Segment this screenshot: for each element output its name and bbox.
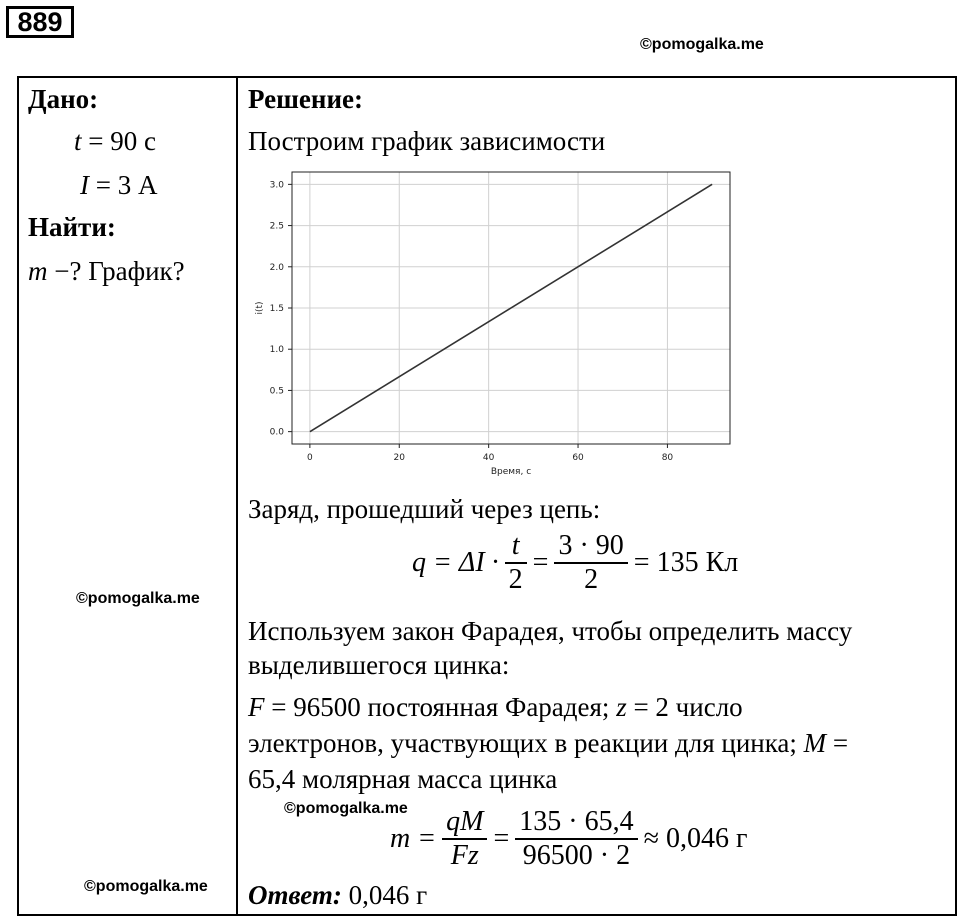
eq2-f2-num: 135 · 65,4	[515, 806, 637, 840]
charge-equation	[410, 530, 740, 596]
y-tick-label: 2.5	[269, 221, 284, 232]
faraday-line-1: Используем закон Фарадея, чтобы определить массу	[248, 616, 853, 646]
y-axis-label: i(t)	[255, 301, 265, 315]
eq2-fraction-2	[513, 806, 639, 872]
y-tick-label: 3.0	[269, 180, 284, 191]
y-tick-label: 0.0	[269, 427, 284, 438]
eq1-lhs: q = ΔI ·	[412, 547, 499, 578]
charge-text: Заряд, прошедший через цепь:	[248, 494, 601, 524]
eq2-f1-den: Fz	[450, 840, 479, 871]
given-time: t = 90 с	[74, 126, 156, 156]
answer	[248, 880, 427, 910]
solution-heading: Решение:	[248, 84, 363, 114]
solution-intro: Построим график зависимости	[248, 126, 606, 156]
line-chart	[250, 166, 740, 478]
eq1-f1-den: 2	[508, 564, 523, 595]
faraday-line-2: выделившегося цинка:	[248, 650, 510, 680]
x-tick-label: 80	[661, 453, 674, 463]
x-tick-label: 20	[393, 453, 405, 463]
y-tick-label: 1.5	[269, 304, 284, 314]
watermark-4: ©pomogalka.me	[284, 800, 408, 817]
x-axis-label: Время, с	[490, 467, 532, 477]
eq2-f1-num: qM	[442, 806, 487, 840]
y-tick-label: 1.0	[269, 345, 284, 356]
answer-value: 0,046 г	[348, 880, 428, 910]
eq1-equals: =	[532, 547, 549, 578]
eq1-f1-num: t	[505, 530, 527, 564]
y-tick-label: 0.5	[269, 386, 284, 397]
eq1-rhs: = 135 Кл	[633, 547, 739, 578]
watermark-2: ©pomogalka.me	[76, 590, 200, 607]
eq1-f2-den: 2	[584, 564, 599, 595]
eq2-equals: =	[493, 823, 510, 854]
constants-line-3: 65,4 молярная масса цинка	[248, 764, 558, 794]
given-current: I = 3 А	[80, 170, 158, 200]
constants-line-2: электронов, участвующих в реакции для цинка; M =	[248, 728, 849, 758]
watermark: ©pomogalka.me	[640, 36, 764, 53]
eq1-fraction-1	[503, 530, 529, 596]
eq2-fraction-1	[440, 806, 489, 872]
find-line: m −? График?	[28, 256, 185, 286]
column-divider	[236, 76, 238, 916]
x-tick-label: 0	[307, 453, 313, 463]
find-heading: Найти:	[28, 212, 116, 242]
problem-number: 889	[6, 6, 74, 38]
mass-equation	[388, 806, 749, 872]
eq1-f2-num: 3 · 90	[554, 530, 627, 564]
x-tick-label: 40	[482, 453, 495, 463]
x-tick-label: 60	[572, 453, 584, 463]
y-tick-label: 2.0	[269, 262, 284, 273]
eq2-lhs: m =	[390, 823, 437, 854]
eq2-f2-den: 96500 · 2	[522, 840, 631, 871]
given-heading: Дано:	[28, 84, 99, 114]
constants-line-1: F = 96500 постоянная Фарадея; z = 2 число	[248, 692, 743, 722]
answer-label: Ответ:	[248, 880, 342, 910]
watermark-3: ©pomogalka.me	[84, 878, 208, 895]
eq1-fraction-2	[552, 530, 629, 596]
eq2-rhs: ≈ 0,046 г	[643, 823, 748, 854]
